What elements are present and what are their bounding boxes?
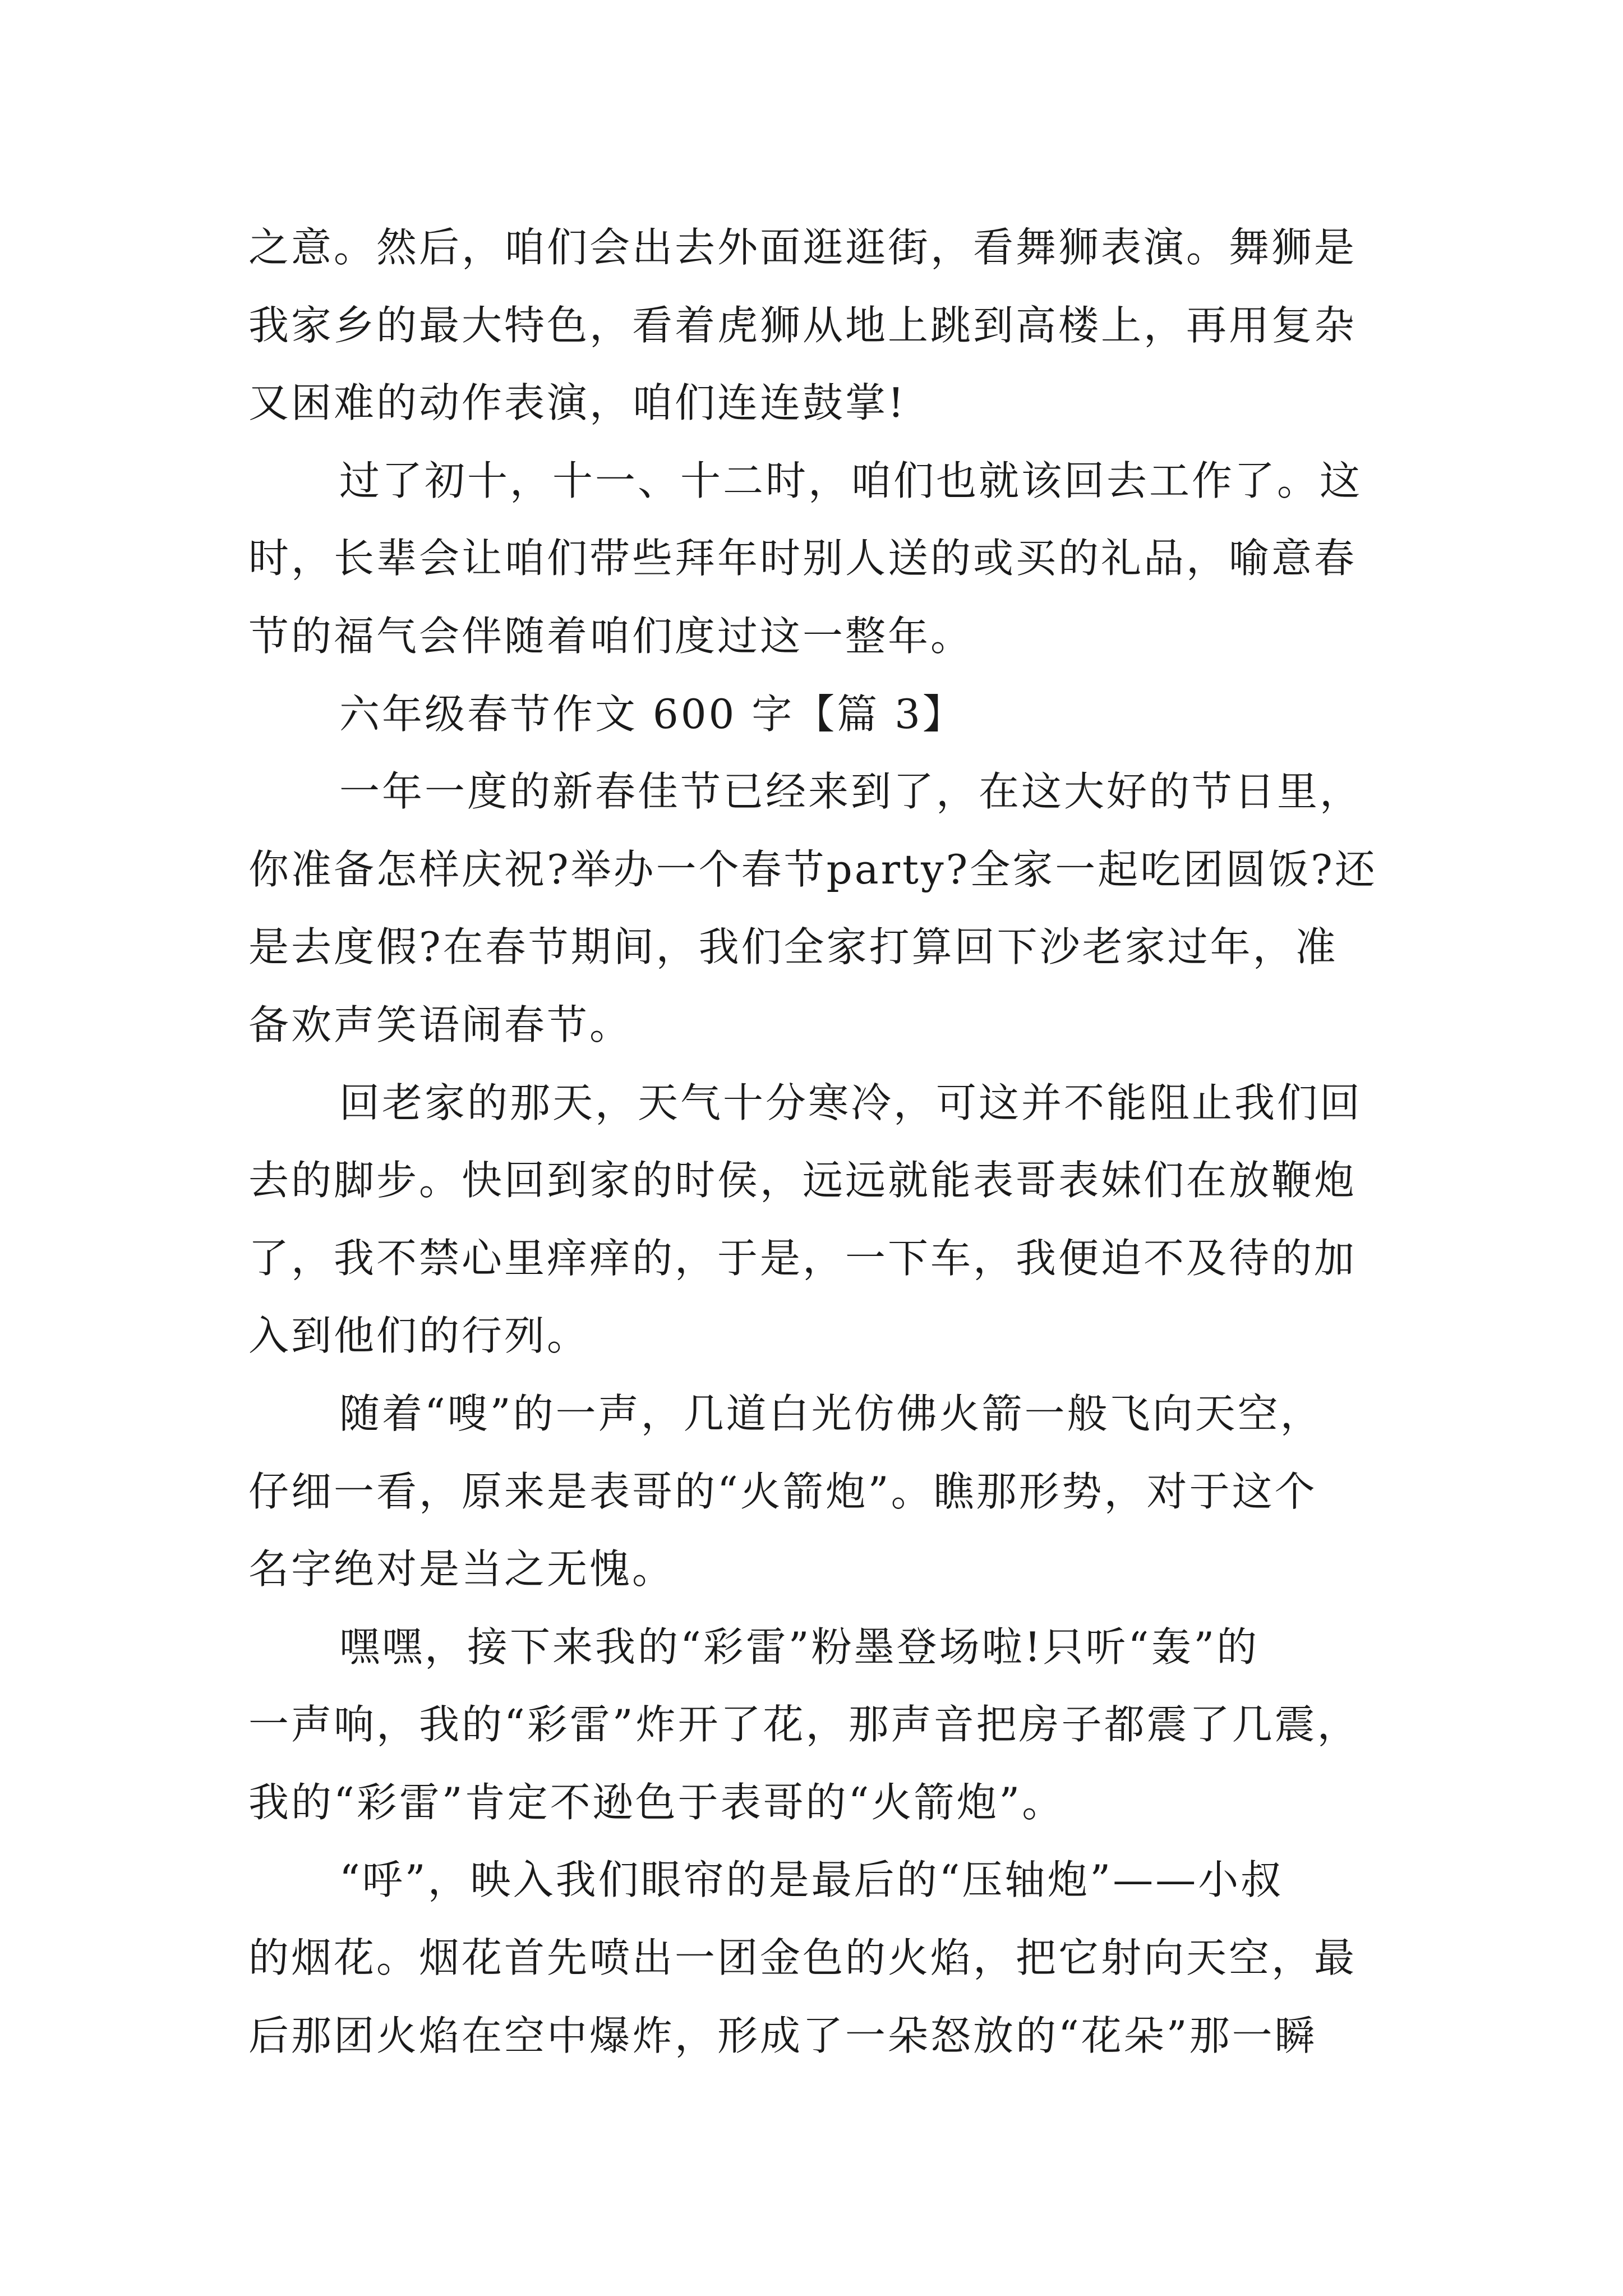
text-line: 你准备怎样庆祝?举办一个春节party?全家一起吃团圆饭?还 <box>248 845 1377 893</box>
text-line: 入到他们的行列。 <box>248 1312 590 1360</box>
paragraph-start-line: 回老家的那天，天气十分寒冷，可这并不能阻止我们回 <box>339 1079 1363 1126</box>
text-line: 去的脚步。快回到家的时侯，远远就能表哥表妹们在放鞭炮 <box>248 1157 1357 1204</box>
text-line: 的烟花。烟花首先喷出一团金色的火焰，把它射向天空，最 <box>248 1934 1357 1982</box>
text-line: 名字绝对是当之无愧。 <box>248 1545 675 1593</box>
text-line: 时，长辈会让咱们带些拜年时别人送的或买的礼品，喻意春 <box>248 535 1357 582</box>
text-line: 后那团火焰在空中爆炸，形成了一朵怒放的“花朵”那一瞬 <box>248 2012 1317 2059</box>
text-line: 是去度假?在春节期间，我们全家打算回下沙老家过年，准 <box>248 923 1338 971</box>
text-line: 我家乡的最大特色，看着虎狮从地上跳到高楼上，再用复杂 <box>248 301 1357 349</box>
document-body <box>248 209 1393 2074</box>
text-line: 备欢声笑语闹春节。 <box>248 1001 633 1048</box>
paragraph-start-line: 一年一度的新春佳节已经来到了，在这大好的节日里， <box>339 768 1363 816</box>
text-line: 一声响，我的“彩雷”炸开了花，那声音把房子都震了几震， <box>248 1701 1360 1749</box>
text-line: 之意。然后，咱们会出去外面逛逛街，看舞狮表演。舞狮是 <box>248 224 1357 271</box>
paragraph-start-line: 随着“嗖”的一声，几道白光仿佛火箭一般飞向天空， <box>339 1389 1323 1437</box>
text-line: 节的福气会伴随着咱们度过这一整年。 <box>248 612 974 660</box>
section-heading: 六年级春节作文 600 字【篇 3】 <box>339 690 965 738</box>
text-line: 又困难的动作表演，咱们连连鼓掌! <box>248 379 906 427</box>
text-line: 我的“彩雷”肯定不逊色于表哥的“火箭炮”。 <box>248 1778 1065 1826</box>
paragraph-start-line: “呼”，映入我们眼帘的是最后的“压轴炮”——小叔 <box>339 1856 1284 1904</box>
text-line: 仔细一看，原来是表哥的“火箭炮”。瞧那形势，对于这个 <box>248 1467 1317 1515</box>
paragraph-start-line: 嘿嘿，接下来我的“彩雷”粉墨登场啦!只听“轰”的 <box>339 1623 1260 1671</box>
text-line: 了，我不禁心里痒痒的，于是，一下车，我便迫不及待的加 <box>248 1234 1357 1282</box>
paragraph-start-line: 过了初十，十一、十二时，咱们也就该回去工作了。这 <box>339 457 1363 504</box>
